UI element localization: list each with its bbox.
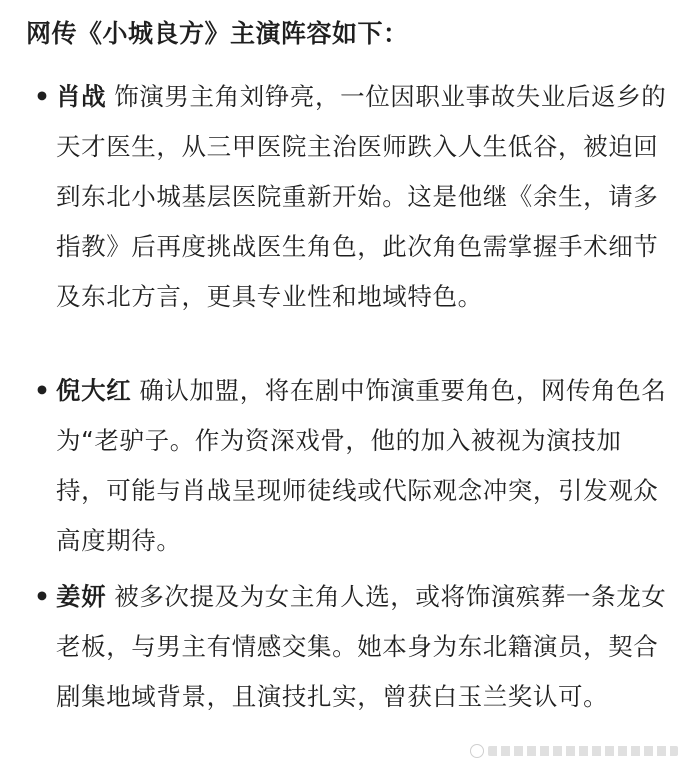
actor-name: 倪大红	[56, 376, 132, 405]
bullet-marker: •	[34, 582, 50, 611]
watermark	[470, 744, 678, 758]
actor-name: 肖战	[56, 82, 107, 111]
post-heading: 网传《小城良方》主演阵容如下：	[26, 19, 409, 48]
bullet-marker: •	[34, 82, 50, 111]
cast-entry-text	[56, 72, 668, 322]
bullet-marker: •	[34, 376, 50, 405]
role-description: 被多次提及为女主角人选，或将饰演殡葬一条龙女老板，与男主有情感交集。她本身为东北籍演员，契合剧集地域背景，且演技扎实，曾获白玉兰奖认可。	[56, 582, 667, 711]
watermark-bar	[488, 746, 678, 756]
at-icon	[470, 744, 484, 758]
role-description: 饰演男主角刘铮亮，一位因职业事故失业后返乡的天才医生，从三甲医院主治医师跌入人生低谷，被迫回到东北小城基层医院重新开始。这是他继《余生，请多指教》后再度挑战医生角色，此次角色需掌握手术细节及东北方言，更具专业性和地域特色。	[56, 82, 667, 311]
role-description: 确认加盟，将在剧中饰演重要角色，网传角色名为“老驴子。作为资深戏骨，他的加入被视为演技加持，可能与肖战呈现师徒线或代际观念冲突，引发观众高度期待。	[56, 376, 667, 555]
actor-name: 姜妍	[56, 582, 107, 611]
cast-entry-text	[56, 572, 668, 722]
cast-entry-text	[56, 366, 668, 566]
